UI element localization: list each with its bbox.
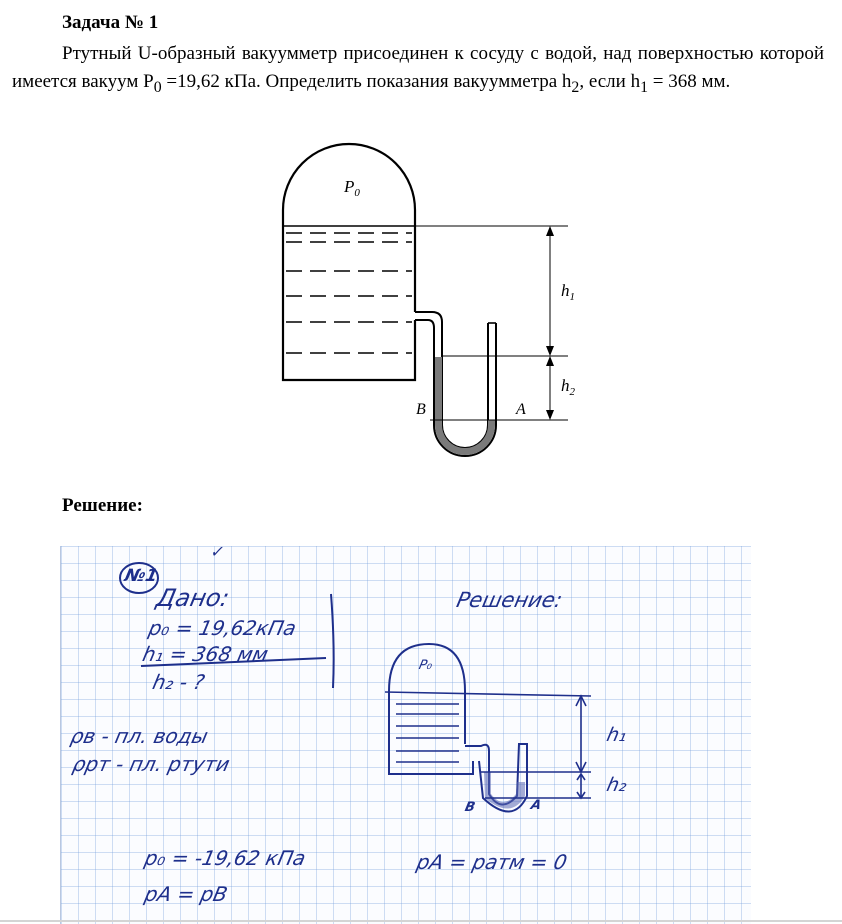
- handwritten-eq-pa-patm: pA = pатм = 0: [414, 850, 570, 874]
- h2-label: $h_2$: [561, 376, 575, 398]
- connecting-tube: [415, 312, 488, 448]
- handwritten-sketch-h1: h₁: [604, 724, 630, 746]
- given-divider: [331, 594, 334, 688]
- problem-title: Задача № 1: [62, 12, 159, 33]
- water-dashes: [286, 233, 412, 353]
- handwritten-density-water: ρв - пл. воды: [68, 724, 211, 748]
- vacuummeter-diagram: [270, 140, 580, 460]
- problem-text-3: , если h: [579, 71, 641, 92]
- page-bottom-rule: [0, 920, 842, 922]
- handwritten-number: №1: [122, 566, 160, 586]
- h2-subscript: 2: [571, 78, 580, 96]
- handwritten-solution-title: Решение:: [454, 588, 565, 612]
- handwritten-given-h2: h₂ - ?: [150, 670, 207, 694]
- handwritten-sketch-p0: P₀: [417, 658, 434, 673]
- handwritten-sketch-h2: h₂: [604, 774, 630, 796]
- handwritten-density-mercury: ρрт - пл. ртути: [70, 752, 232, 776]
- mercury: [435, 357, 495, 455]
- handwritten-sketch-a: A: [529, 798, 543, 813]
- h1-label: $h_1$: [561, 281, 575, 303]
- point-a-label: A: [516, 401, 526, 418]
- connecting-tube-inner: [415, 320, 496, 456]
- point-b-label: B: [416, 401, 426, 418]
- problem-text-1: Ртутный U-образный вакуумметр присоединен к сосуду с водой, над поверхностью которой имеется вакуум P: [12, 43, 824, 92]
- problem-text-2: =19,62 кПа. Определить показания вакуумметра h: [161, 71, 572, 92]
- handwritten-tick: ✓: [208, 542, 227, 561]
- handwritten-eq-pa-pb: pA = pB: [142, 882, 230, 906]
- p0-label: $P_0$: [344, 177, 360, 199]
- p0-subscript: 0: [153, 78, 162, 96]
- handwritten-given-h1: h₁ = 368 мм: [140, 642, 271, 666]
- problem-statement: [12, 40, 824, 102]
- problem-text-4: = 368 мм.: [648, 71, 731, 92]
- solution-heading: Решение:: [62, 495, 143, 516]
- h1-subscript: 1: [640, 78, 649, 96]
- handwritten-given-title: Дано:: [154, 584, 232, 612]
- handwritten-eq-p0: p₀ = -19,62 кПа: [142, 846, 308, 870]
- handwritten-notebook: [60, 542, 751, 924]
- handwritten-given-p0: p₀ = 19,62кПа: [146, 616, 299, 640]
- handwritten-sketch-b: B: [463, 800, 477, 815]
